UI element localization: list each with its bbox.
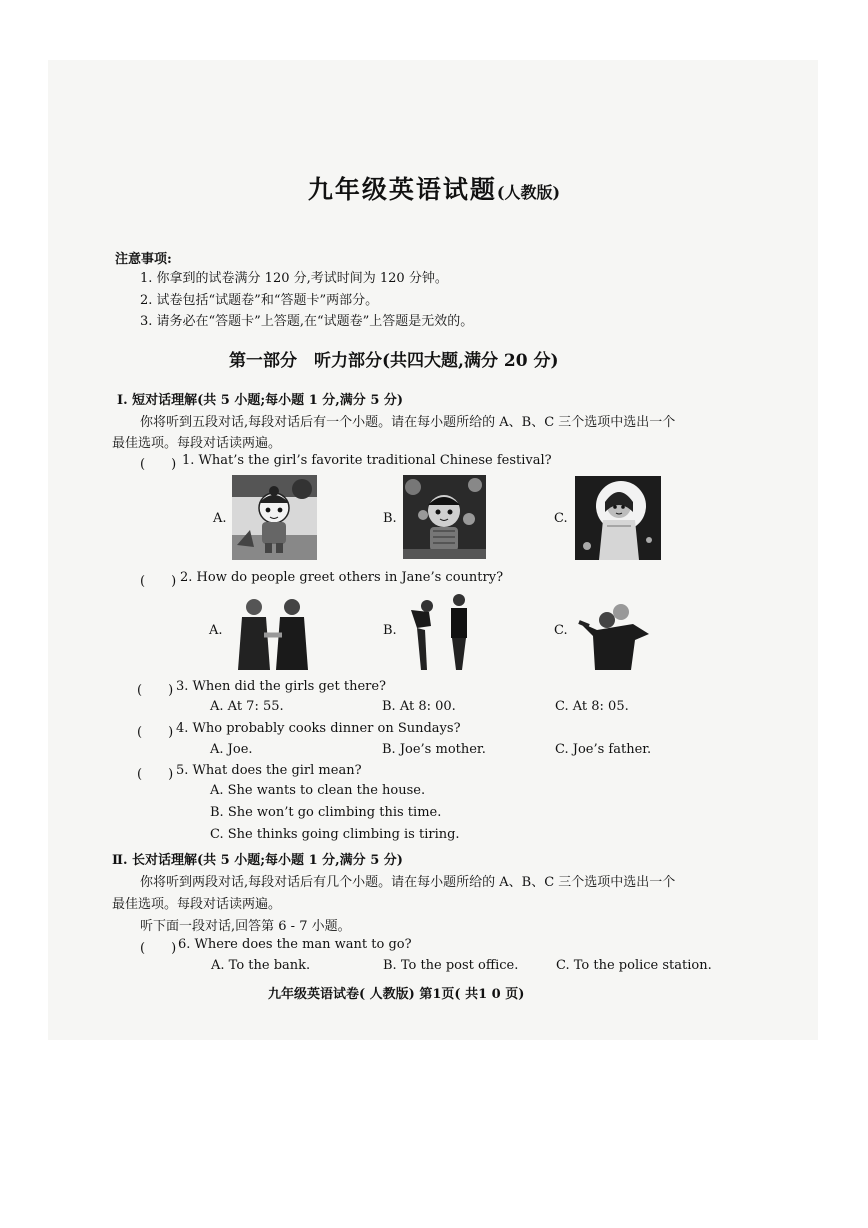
q2-option-c-image[interactable] [575, 600, 653, 670]
q6-text: 6. Where does the man want to go? [178, 937, 412, 952]
q4-text: 4. Who probably cooks dinner on Sundays? [176, 721, 461, 736]
q6-answer-bracket[interactable]: ( ) [140, 941, 177, 956]
cartoon-boy-icon [232, 475, 317, 560]
q3-option-b: B. At 8: 00. [382, 699, 456, 714]
lantern-child-icon [403, 475, 486, 559]
q1-option-c-image[interactable] [575, 476, 661, 560]
q2-option-a-label: A. [209, 623, 223, 638]
q5-option-c: C. She thinks going climbing is tiring. [210, 827, 460, 842]
q1-answer-bracket[interactable]: ( ) [140, 457, 177, 472]
notice-item-3: 3. 请务必在“答题卡”上答题,在“试题卷”上答题是无效的。 [140, 314, 474, 329]
moon-girl-icon [575, 476, 661, 560]
section2-instruction-1: 你将听到两段对话,每段对话后有几个小题。请在每小题所给的 A、B、C 三个选项中选出一个 [140, 875, 676, 890]
q1-option-c-label: C. [554, 511, 568, 526]
q4-option-b: B. Joe’s mother. [382, 742, 486, 757]
exam-title [0, 170, 868, 206]
q5-answer-bracket[interactable]: ( ) [137, 767, 174, 782]
q6-option-c: C. To the police station. [556, 958, 712, 973]
section1-instruction-1: 你将听到五段对话,每段对话后有一个小题。请在每小题所给的 A、B、C 三个选项中选出一个 [140, 415, 676, 430]
page-footer: 九年级英语试卷( 人教版) 第1页( 共1 0 页) [268, 987, 525, 1002]
exam-edition: (人教版) [496, 183, 561, 202]
q4-option-c: C. Joe’s father. [555, 742, 652, 757]
part-one-title: 第一部分 听力部分(共四大题,满分 20 分) [229, 351, 559, 371]
section2-heading: Ⅱ. 长对话理解(共 5 小题;每小题 1 分,满分 5 分) [112, 853, 403, 868]
q3-answer-bracket[interactable]: ( ) [137, 683, 174, 698]
q5-option-a: A. She wants to clean the house. [210, 783, 426, 798]
handshake-icon [230, 595, 316, 670]
q4-answer-bracket[interactable]: ( ) [137, 725, 174, 740]
section1-heading: Ⅰ. 短对话理解(共 5 小题;每小题 1 分,满分 5 分) [117, 393, 404, 408]
q2-text: 2. How do people greet others in Jane’s country? [180, 570, 504, 585]
q2-option-b-label: B. [383, 623, 397, 638]
exam-title-main: 九年级英语试题 [307, 175, 497, 204]
q1-option-a-label: A. [213, 511, 227, 526]
q2-option-b-image[interactable] [407, 592, 477, 670]
q6-option-a: A. To the bank. [211, 958, 311, 973]
q1-text: 1. What’s the girl’s favorite traditional Chinese festival? [182, 453, 552, 468]
bowing-people-icon [407, 592, 477, 670]
q1-option-b-image[interactable] [403, 475, 486, 559]
q3-option-a: A. At 7: 55. [210, 699, 284, 714]
q3-option-c: C. At 8: 05. [555, 699, 629, 714]
q1-option-a-image[interactable] [232, 475, 317, 560]
notice-item-2: 2. 试卷包括“试题卷”和“答题卡”两部分。 [140, 293, 379, 308]
section2-sub-instruction: 听下面一段对话,回答第 6 - 7 小题。 [140, 919, 351, 934]
q5-option-b: B. She won’t go climbing this time. [210, 805, 442, 820]
notice-item-1: 1. 你拿到的试卷满分 120 分,考试时间为 120 分钟。 [140, 271, 448, 286]
q3-text: 3. When did the girls get there? [176, 679, 387, 694]
section1-instruction-2: 最佳选项。每段对话读两遍。 [112, 436, 282, 451]
hugging-people-icon [575, 600, 653, 670]
section2-instruction-2: 最佳选项。每段对话读两遍。 [112, 897, 282, 912]
q2-option-a-image[interactable] [230, 595, 316, 670]
q2-answer-bracket[interactable]: ( ) [140, 574, 177, 589]
q4-option-a: A. Joe. [210, 742, 253, 757]
q5-text: 5. What does the girl mean? [176, 763, 362, 778]
q6-option-b: B. To the post office. [383, 958, 519, 973]
notice-heading: 注意事项: [115, 252, 172, 267]
q2-option-c-label: C. [554, 623, 568, 638]
q1-option-b-label: B. [383, 511, 397, 526]
